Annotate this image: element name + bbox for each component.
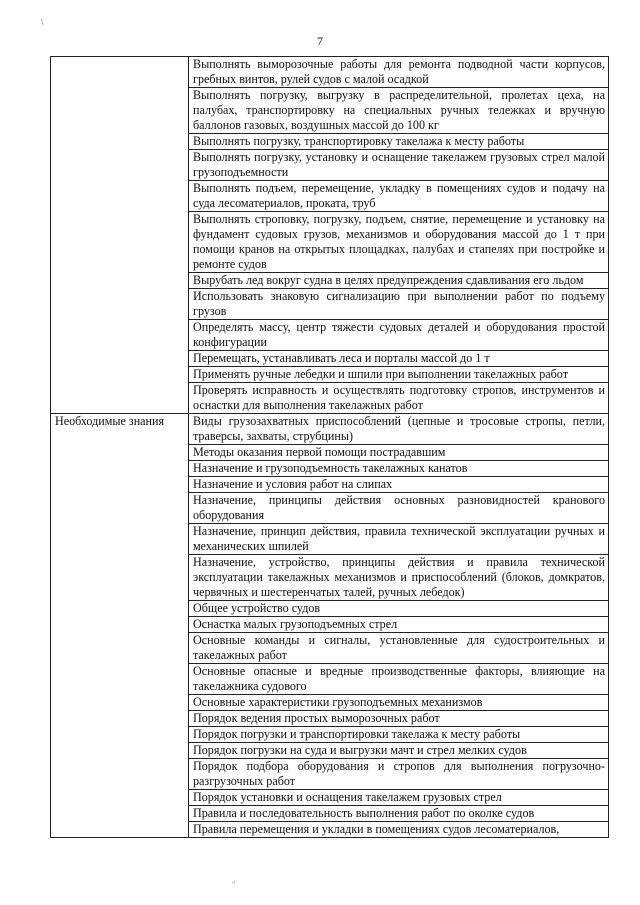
table-row (51, 414, 609, 445)
competency-table (50, 56, 609, 838)
table-cell-item: Оснастка малых грузоподъемных стрел (189, 617, 609, 633)
corner-mark: \ (41, 17, 44, 27)
table-cell-item: Выполнять выморозочные работы для ремонта подводной части корпусов, гребных винтов, рулей судов с малой осадкой (189, 57, 609, 88)
table-cell-item: Вырубать лед вокруг судна в целях предупреждения сдавливания его льдом (189, 273, 609, 289)
table-cell-item: Порядок погрузки на суда и выгрузки мачт и стрел мелких судов (189, 743, 609, 759)
table-row (51, 57, 609, 88)
table-cell-item: Использовать знаковую сигнализацию при выполнении работ по подъему грузов (189, 289, 609, 320)
table-cell-item: Методы оказания первой помощи пострадавшим (189, 445, 609, 461)
table-cell-item: Определять массу, центр тяжести судовых деталей и оборудования простой конфигурации (189, 320, 609, 351)
table-cell-item: Проверять исправность и осуществлять подготовку стропов, инструментов и оснастки для выполнения такелажных работ (189, 383, 609, 414)
table-cell-item: Правила перемещения и укладки в помещениях судов лесоматериалов, (189, 822, 609, 838)
table-cell-item: Общее устройство судов (189, 601, 609, 617)
table-cell-item: Назначение, принцип действия, правила технической эксплуатации ручных и механических шпилей (189, 524, 609, 555)
table-cell-item: Выполнять строповку, погрузку, подъем, снятие, перемещение и установку на фундамент судовых грузов, механизмов и оборудования массой до 1 т при помощи кранов на открытых площадках, палубах и стапелях при постройке и ремонте судов (189, 212, 609, 273)
table-cell-item: Порядок установки и оснащения такелажем грузовых стрел (189, 790, 609, 806)
table-cell-item: Назначение, принципы действия основных разновидностей кранового оборудования (189, 493, 609, 524)
bottom-mark: " (232, 880, 236, 889)
section-label (51, 57, 189, 414)
table-cell-item: Назначение, устройство, принципы действия и правила технической эксплуатации такелажных механизмов и приспособлений (блоков, домкратов, червячных и шестеренчатых талей, ручных лебедок) (189, 555, 609, 601)
table-cell-item: Назначение и условия работ на слипах (189, 477, 609, 493)
table-cell-item: Выполнять подъем, перемещение, укладку в помещениях судов и подачу на суда лесоматериалов, проката, труб (189, 181, 609, 212)
page-number: 7 (317, 34, 323, 48)
table-cell-item: Выполнять погрузку, установку и оснащение такелажем грузовых стрел малой грузоподъемности (189, 150, 609, 181)
table-cell-item: Основные команды и сигналы, установленные для судостроительных и такелажных работ (189, 633, 609, 664)
table-cell-item: Порядок ведения простых выморозочных работ (189, 711, 609, 727)
section-label: Необходимые знания (51, 414, 189, 838)
table-cell-item: Порядок подбора оборудования и стропов для выполнения погрузочно-разгрузочных работ (189, 759, 609, 790)
table-cell-item: Основные характеристики грузоподъемных механизмов (189, 695, 609, 711)
table-cell-item: Назначение и грузоподъемность такелажных канатов (189, 461, 609, 477)
table-cell-item: Правила и последовательность выполнения работ по околке судов (189, 806, 609, 822)
table-cell-item: Перемещать, устанавливать леса и порталы массой до 1 т (189, 351, 609, 367)
table-cell-item: Выполнять погрузку, выгрузку в распределительной, пролетах цеха, на палубах, транспортировку на специальных ручных тележках и вручную баллонов газовых, воздушных массой до 100 кг (189, 88, 609, 134)
table-cell-item: Применять ручные лебедки и шпили при выполнении такелажных работ (189, 367, 609, 383)
table-cell-item: Виды грузозахватных приспособлений (цепные и тросовые стропы, петли, траверсы, захваты, струбцины) (189, 414, 609, 445)
table-cell-item: Основные опасные и вредные производственные факторы, влияющие на такелажника судового (189, 664, 609, 695)
table-cell-item: Выполнять погрузку, транспортировку такелажа к месту работы (189, 134, 609, 150)
table-cell-item: Порядок погрузки и транспортировки такелажа к месту работы (189, 727, 609, 743)
